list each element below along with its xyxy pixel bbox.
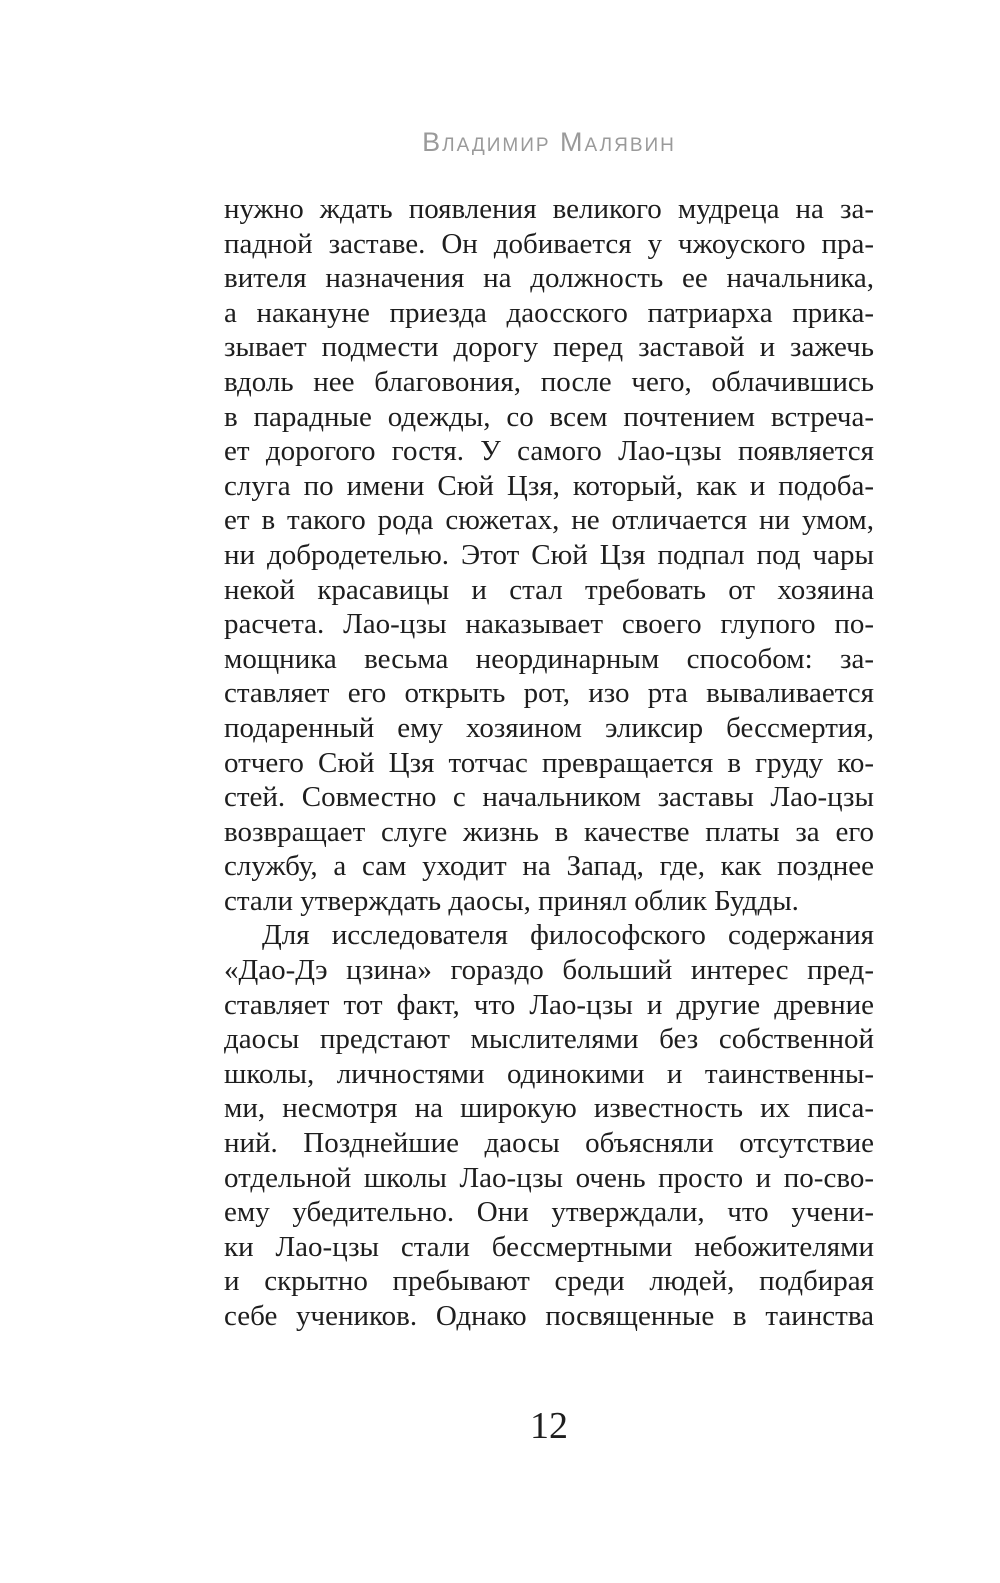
text-line: вителя назначения на должность ее начальника, bbox=[224, 262, 874, 295]
text-line: ему убедительно. Они утверждали, что учени- bbox=[224, 1196, 874, 1229]
text-line: возвращает слуге жизнь в качестве платы за его bbox=[224, 815, 874, 848]
text-line: а накануне приезда даосского патриарха прика- bbox=[224, 296, 874, 329]
text-line: слуга по имени Сюй Цзя, который, как и подоба- bbox=[224, 469, 874, 502]
running-header: Владимир Малявин bbox=[422, 127, 676, 157]
text-line: ет дорогого гостя. У самого Лао-цзы появляется bbox=[224, 435, 874, 468]
body-text bbox=[224, 192, 874, 1334]
text-line: падной заставе. Он добивается у чжоуского пра- bbox=[224, 227, 874, 260]
text-line: расчета. Лао-цзы наказывает своего глупого по- bbox=[224, 608, 874, 641]
text-line: мощника весьма неординарным способом: за- bbox=[224, 642, 874, 675]
text-line: себе учеников. Однако посвященные в таинства bbox=[224, 1300, 874, 1332]
text-line: ки Лао-цзы стали бессмертными небожителями bbox=[224, 1230, 874, 1263]
text-line: ставляет тот факт, что Лао-цзы и другие древние bbox=[224, 988, 874, 1021]
text-line: ет в такого рода сюжетах, не отличается ни умом, bbox=[224, 504, 874, 537]
text-line: нужно ждать появления великого мудреца на за- bbox=[224, 193, 874, 225]
text-line: службу, а сам уходит на Запад, где, как позднее bbox=[224, 850, 874, 883]
text-line: школы, личностями одинокими и таинственны- bbox=[224, 1057, 874, 1090]
text-line: отчего Сюй Цзя тотчас превращается в груду ко- bbox=[224, 746, 874, 779]
text-line: некой красавицы и стал требовать от хозяина bbox=[224, 573, 874, 606]
text-line: даосы предстают мыслителями без собственной bbox=[224, 1023, 874, 1056]
text-line: вдоль нее благовония, после чего, облачившись bbox=[224, 365, 874, 398]
text-line: зывает подмести дорогу перед заставой и зажечь bbox=[224, 331, 874, 364]
text-line: и скрытно пребывают среди людей, подбирая bbox=[224, 1265, 874, 1298]
text-line: «Дао-Дэ цзина» гораздо больший интерес пред- bbox=[224, 954, 874, 987]
text-line: отдельной школы Лао-цзы очень просто и по-сво- bbox=[224, 1161, 874, 1194]
text-line: стали утверждать даосы, принял облик Будды. bbox=[224, 884, 799, 917]
text-line: ни добродетелью. Этот Сюй Цзя подпал под чары bbox=[224, 538, 874, 571]
text-line: стей. Совместно с начальником заставы Лао-цзы bbox=[224, 781, 874, 814]
page-number: 12 bbox=[530, 1405, 568, 1447]
text-line: подаренный ему хозяином эликсир бессмертия, bbox=[224, 711, 874, 744]
text-line: ставляет его открыть рот, изо рта вываливается bbox=[224, 677, 874, 710]
text-line: ми, несмотря на широкую известность их писа- bbox=[224, 1092, 874, 1125]
text-line: ний. Позднейшие даосы объясняли отсутствие bbox=[224, 1127, 874, 1160]
text-line: Для исследователя философского содержания bbox=[262, 919, 874, 952]
text-line: в парадные одежды, со всем почтением встреча- bbox=[224, 400, 874, 433]
